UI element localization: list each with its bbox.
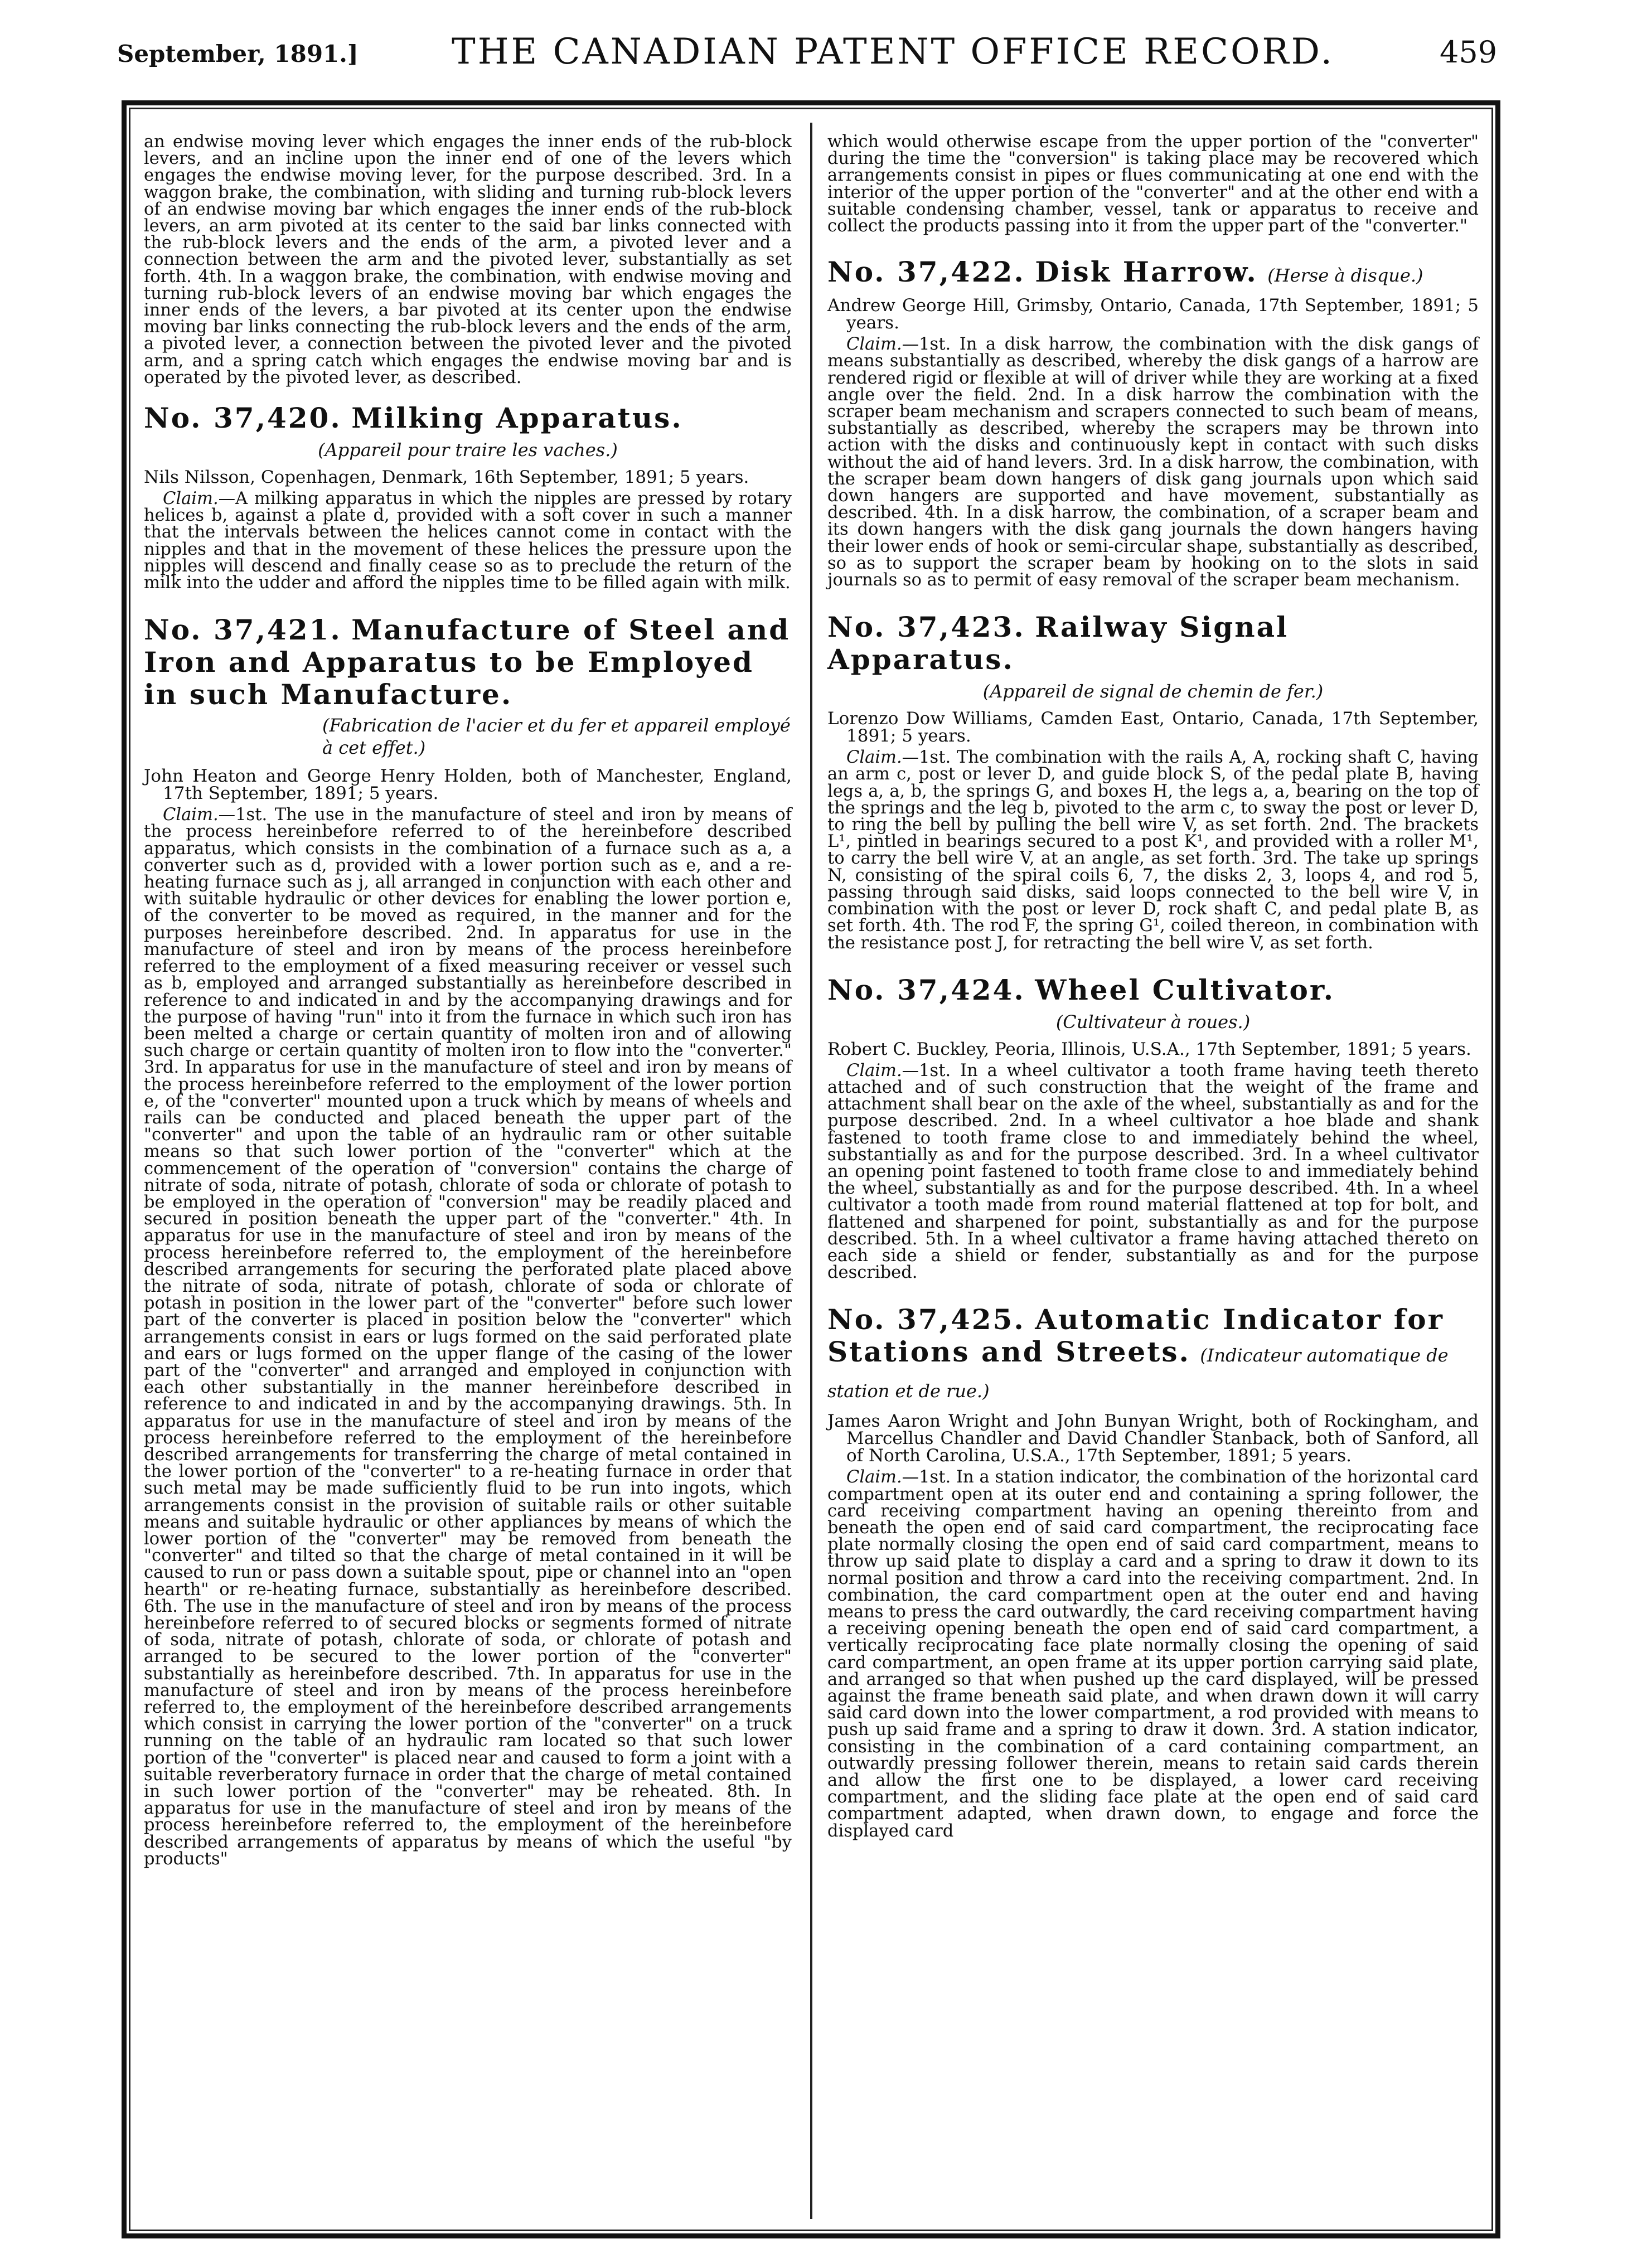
publication-title: THE CANADIAN PATENT OFFICE RECORD. <box>452 31 1334 72</box>
entry-heading <box>827 611 1479 676</box>
claim-label: Claim. <box>846 748 902 768</box>
patent-title: Railway Signal Apparatus. <box>827 610 1289 676</box>
claim-label: Claim. <box>846 1467 902 1487</box>
patent-title: Milking Apparatus. <box>351 401 683 435</box>
applicant-line: Nils Nilsson, Copenhagen, Denmark, 16th September, 1891; 5 years. <box>144 467 749 488</box>
claim-text <box>144 491 792 592</box>
french-title: (Appareil de signal de chemin de fer.) <box>982 681 1324 702</box>
issue-date: September, 1891.] <box>117 40 359 67</box>
patent-entry-37425 <box>827 1303 1479 1839</box>
claim-body: —1st. The use in the manufacture of steel and iron by means of the process hereinbefore referred to of the hereinbefore described apparatus, which consists in the combination of a furnace such as a, a converter such as d, provided with a lower portion such as e, and a re-heating furnace such as j, all arranged in conjunction with each other and with suitable hydraulic or other devices for enabling the lower portion e, of the converter to be moved as required, in the manner and for the purposes hereinbefore described. 2nd. In apparatus for use in the manufacture of steel and iron by means of the process hereinbefore referred to the employment of a fixed measuring receiver or vessel such as b, employed and arranged substantially as hereinbefore described in reference to and indicated in and by the accompanying drawings and for the purpose of having "run" into it from the furnace in which such iron has been melted a charge or certain quantity of molten iron and of allowing such charge or certain quantity of molten iron to flow into the "converter." 3rd. In apparatus for use in the manufacture of steel and iron by means of the process hereinbefore referred to the employment of the lower portion e, of the "converter" mounted upon a truck which by means of wheels and rails can be conducted and placed beneath the upper part of the "converter" and upon the table of an hydraulic ram or other suitable means so that such lower portion of the "converter" which at the commencement of the operation of "conversion" contains the charge of nitrate of soda, nitrate of potash, chlorate of soda or chlorate of potash to be employed in the operation of "conversion" may be readily placed and secured in position beneath the upper part of the "converter." 4th. In apparatus for use in the manufacture of steel and iron by means of the process hereinbefore referred to, the employment of the hereinbefore described arrangements for securing the perforated plate placed above the nitrate of soda, nitrate of potash, chlorate of soda or chlorate of potash in position in the lower part of the "converter" before such lower part of the converter is placed in position below the "converter" which arrangements consist in ears or lugs formed on the said perforated plate and ears or lugs formed on the upper flange of the casing of the lower part of the "converter" and arranged and employed in conjunction with each other substantially in the manner hereinbefore described in reference to and indicated in and by the accompanying drawings. 5th. In apparatus for use in the manufacture of steel and iron by means of the process hereinbefore referred to the employment of the hereinbefore described arrangements for transferring the charge of metal contained in the lower portion of the "converter" to a re-heating furnace in order that such metal may be made sufficiently fluid to be run into ingots, which arrangements consist in the provision of suitable rails or other suitable means and suitable hydraulic or other appliances by means of which the lower portion of the "converter" may be removed from beneath the "converter" and tilted so that the charge of metal contained in it will be caused to run or pass down a suitable spout, pipe or channel into an "open hearth" or re-heating furnace, substantially as hereinbefore described. 6th. The use in the manufacture of steel and iron by means of the process hereinbefore referred to of secured blocks or segments formed of nitrate of soda, nitrate of potash, chlorate of soda, or chlorate of potash and arranged to be secured to the lower portion of the "converter" substantially as hereinbefore described. 7th. In apparatus for use in the manufacture of steel and iron by means of the process hereinbefore referred to, the employment of the hereinbefore described arrangements which consist in carrying the lower portion of the "converter" on a truck running on the table of an hydraulic ram located so that such lower portion of the "converter" is placed near and caused to form a joint with a suitable reverberatory furnace in order that the charge of metal contained in such lower portion of the "converter" may be reheated. 8th. In apparatus for use in the manufacture of steel and iron by means of the process hereinbefore referred to, the employment of the hereinbefore described arrangements of apparatus by means of which the useful "by products" <box>144 805 792 1869</box>
left-column <box>144 134 792 1868</box>
patent-entry-37422 <box>827 256 1479 589</box>
entry-heading <box>144 402 792 434</box>
patent-number: No. 37,421. <box>144 613 342 647</box>
patent-entry-37420 <box>144 402 792 592</box>
claim-body: —A milking apparatus in which the nipples are pressed by rotary helices b, against a plate d, provided with a soft cover in such a manner that the intervals between the helices cannot come in contact with the nipples and that in the movement of these helices the pressure upon the nipples will descend and finally cease so as to preclude the return of the milk into the udder and afford the nipples time to be filled again with milk. <box>144 489 792 593</box>
french-title: (Appareil pour traire les vaches.) <box>318 439 618 461</box>
patent-number: No. 37,422. <box>827 255 1025 289</box>
continued-claim-text: which would otherwise escape from the upper portion of the "converter" during the time the "conversion" is taking place may be recovered which arrangements consist in pipes or flues communicating at one end with the interior of the upper portion of the "converter" and at the other end with a suitable condensing chamber, vessel, tank or apparatus to receive and collect the products passing into it from the upper part of the "converter." <box>827 132 1479 236</box>
applicant-line: Andrew George Hill, Grimsby, Ontario, Canada, 17th September, 1891; 5 years. <box>827 295 1479 333</box>
entry-heading <box>144 614 792 711</box>
applicant-line: Lorenzo Dow Williams, Camden East, Ontario, Canada, 17th September, 1891; 5 years. <box>827 709 1479 747</box>
applicant-line: James Aaron Wright and John Bunyan Wright, both of Rockingham, and Marcellus Chandler and David Chandler Stanback, both of Sanford, all of North Carolina, U.S.A., 17th September, 1891; 5 years. <box>827 1411 1479 1466</box>
patent-number: No. 37,420. <box>144 401 342 435</box>
claim-label: Claim. <box>846 335 902 355</box>
claim-body: —1st. In a disk harrow, the combination with the disk gangs of means substantially as described, whereby the disk gangs of a harrow are rendered rigid or flexible at will of driver while they are working at a fixed angle over the field. 2nd. In a disk harrow the combination with the scraper beam mechanism and scrapers connected to such beam of means, substantially as described, whereby the scrapers may be thrown into action with the disks and continuously kept in contact with such disks without the aid of hand levers. 3rd. In a disk harrow, the combination, with the scraper beam down hangers of disk gang journals upon which said down hangers are supported and have movement, substantially as described. 4th. In a disk harrow, the combination, of a scraper beam and its down hangers with the disk gang journals the down hangers having their lower ends of hook or semi-circular shape, substantially as described, so as to support the scraper beam by hooking on to the slots in said journals so as to permit of easy removal of the scraper beam mechanism. <box>827 335 1479 590</box>
right-column <box>827 134 1479 1840</box>
patent-title: Wheel Cultivator. <box>1035 973 1335 1006</box>
french-title: (Indicateur automatique de station et de rue.) <box>827 1345 1449 1402</box>
applicant-line: John Heaton and George Henry Holden, both of Manchester, England, 17th September, 1891; 5 years. <box>144 766 792 804</box>
french-title: (Fabrication de l'acier et du fer et appareil employé à cet effet.) <box>322 715 791 759</box>
patent-entry-37423 <box>827 611 1479 951</box>
entry-heading <box>827 256 1479 292</box>
column-divider <box>810 123 812 2219</box>
page-number: 459 <box>1440 35 1498 70</box>
continued-claim-text: an endwise moving lever which engages the inner ends of the rub-block levers, and an incline upon the inner end of one of the levers which engages the endwise moving lever, for the purpose described. 3rd. In a waggon brake, the combination, with sliding and turning rub-block levers of an endwise moving bar which engages the inner ends of the rub-block levers, an arm pivoted at its center to the said bar links connected with the rub-block levers and the ends of the arm, a pivoted lever and a connection between the arm and the pivoted lever, substantially as set forth. 4th. In a waggon brake, the combination, with endwise moving and turning rub-block levers of an endwise moving bar which engages the inner ends of the levers, a bar pivoted at its center upon the endwise moving bar links connecting the rub-block levers and the ends of the arm, a pivoted lever, a connection between the pivoted lever and the pivoted arm, and a spring catch which engages the endwise moving bar and is operated by the pivoted lever, as described. <box>144 132 792 387</box>
claim-label: Claim. <box>163 489 219 509</box>
claim-body: —1st. In a wheel cultivator a tooth frame having teeth thereto attached and of such construction that the weight of the frame and attachment shall bear on the axle of the wheel, substantially as and for the purpose described. 2nd. In a wheel cultivator a hoe blade and shank fastened to tooth frame close to and immediately behind the wheel, substantially as and for the purpose described. 3rd. In a wheel cultivator an opening point fastened to tooth frame close to and immediately behind the wheel, substantially as and for the purpose described. 4th. In a wheel cultivator a tooth made from round material flattened at top for bolt, and flattened and sharpened for point, substantially as and for the purpose described. 5th. In a wheel cultivator a frame having attached thereto on each side a shield or fender, substantially as and for the purpose described. <box>827 1060 1479 1283</box>
entry-heading <box>827 1303 1479 1407</box>
entry-heading <box>827 974 1479 1006</box>
patent-number: No. 37,423. <box>827 610 1025 644</box>
claim-label: Claim. <box>846 1060 902 1080</box>
claim-label: Claim. <box>163 805 219 825</box>
patent-entry-37424 <box>827 974 1479 1282</box>
claim-text <box>144 807 792 1868</box>
patent-number: No. 37,424. <box>827 973 1025 1006</box>
claim-text <box>827 1469 1479 1839</box>
patent-entry-37421 <box>144 614 792 1868</box>
patent-title: Automatic Indicator for Stations and Streets. <box>827 1303 1444 1369</box>
patent-title: Disk Harrow. <box>1035 255 1258 289</box>
claim-text <box>827 749 1479 951</box>
applicant-line: Robert C. Buckley, Peoria, Illinois, U.S.A., 17th September, 1891; 5 years. <box>827 1039 1471 1059</box>
french-title: (Herse à disque.) <box>1267 265 1423 287</box>
claim-text <box>827 336 1479 589</box>
patent-number: No. 37,425. <box>827 1303 1025 1336</box>
claim-body: —1st. In a station indicator, the combination of the horizontal card compartment open at its outer end and containing a spring follower, the card receiving compartment having an opening thereinto from and beneath the open end of said card compartment, the reciprocating face plate normally closing the open end of said card compartment, means to throw up said plate to display a card and a spring to draw it down to its normal position and throw a card into the receiving compartment. 2nd. In combination, the card compartment open at the outer end and having means to press the card outwardly, the card receiving compartment having a receiving opening beneath the open end of said card compartment, a vertically reciprocating face plate normally closing the opening of said card compartment, an open frame at its upper portion carrying said plate, and arranged so that when pushed up the card displayed, will be pressed against the frame beneath said plate, and when drawn down it will carry said card down into the lower compartment, a rod provided with means to push up said frame and a spring to draw it down. 3rd. A station indicator, consisting in the combination of a card containing compartment, an outwardly pressing follower therein, means to retain said cards therein and allow the first one to be displayed, a lower card receiving compartment, and the sliding face plate at the open end of said card compartment adapted, when drawn down, to engage and force the displayed card <box>827 1467 1479 1841</box>
french-title: (Cultivateur à roues.) <box>1055 1011 1251 1033</box>
page-header <box>0 0 1637 95</box>
patent-title: Manufacture of Steel and Iron and Apparatus to be Employed in such Manufacture. <box>144 613 791 711</box>
claim-body: —1st. The combination with the rails A, A, rocking shaft C, having an arm c, post or lever D, and guide block S, of the pedal plate B, having legs a, a, b, the springs G, and boxes H, the legs a, a, bearing on the top of the springs and the leg b, pivoted to the arm c, to sway the post or lever D, to ring the bell by pulling the bell wire V, as set forth. 2nd. The brackets L¹, pintled in bearings secured to a post K¹, and provided with a roller M¹, to carry the bell wire V, at an angle, as set forth. 3rd. The take up springs N, consisting of the spiral coils 6, 7, the disks 2, 3, loops 4, and rod 5, passing through said disks, said loops connected to the bell wire V, in combination with the post or lever D, rock shaft C, and pedal plate B, as set forth. 4th. The rod F, the spring G¹, coiled thereon, in combination with the resistance post J, for retracting the bell wire V, as set forth. <box>827 748 1479 953</box>
claim-text <box>827 1060 1479 1283</box>
